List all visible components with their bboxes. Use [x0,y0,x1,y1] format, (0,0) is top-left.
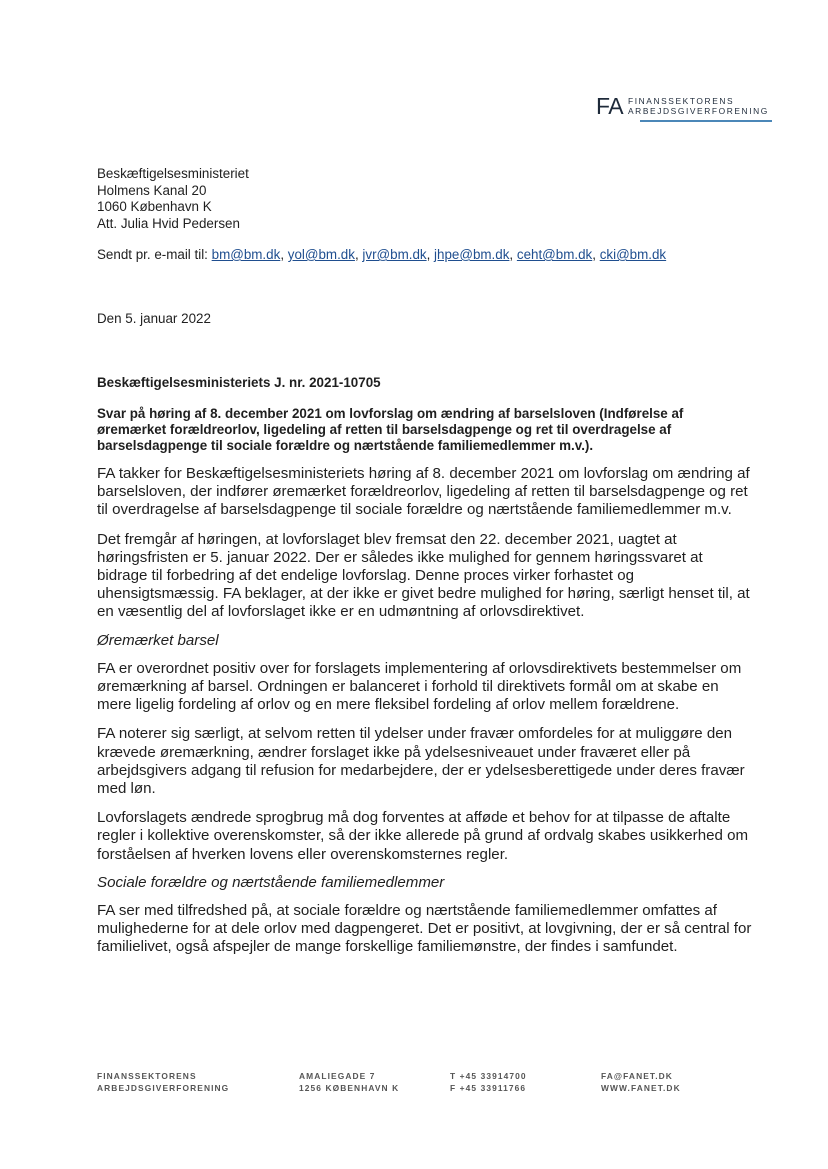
logo-line-1: FINANSSEKTORENS [628,96,735,106]
email-link[interactable]: jvr@bm.dk [362,247,427,262]
paragraph-1: FA takker for Beskæftigelsesministeriets høring af 8. december 2021 om lovforslag om ændring af barselsloven, der indfører øremærket forældreorlov, ligedeling af retten til barselsdagpenge og ret til overdragelse af barselsdagpenge til sociale forældre og nærtstående familiemedlemmer m.v. [97,465,750,519]
recipient-line-2: Holmens Kanal 20 [97,182,207,198]
email-link[interactable]: ceht@bm.dk [516,247,593,262]
email-link[interactable]: cki@bm.dk [599,247,667,262]
letter-body [97,465,753,957]
email-link[interactable]: jhpe@bm.dk [434,247,510,262]
footer-phone [450,1071,527,1094]
footer-street: AMALIEGADE 7 [299,1071,376,1081]
footer-telephone: T +45 33914700 [450,1071,527,1081]
paragraph-2: Det fremgår af høringen, at lovforslaget blev fremsat den 22. december 2021, uagtet at høringsfristen er 5. januar 2022. Der er således ikke mulighed for gennem høringssvaret at bidrage til forbedring af det endelige lovforslag. Denne proces virker forhastet og uhensigtsmæssig. FA beklager, at der ikke er givet bedre mulighed for høring, særligt henset til, at en væsentlig del af lovforslaget ikke er en udmøntning af orlovsdirektivet. [97,530,750,621]
heading-oremaerket-barsel: Øremærket barsel [97,631,219,649]
paragraph-4: FA noterer sig særligt, at selvom retten til ydelser under fravær omfordeles for at muliggøre den krævede øremærkning, ændrer forslaget ikke på ydelsesniveauet under fraværet eller på arbejdsgivers adgang til refusion for medarbejdere, der er ydelsesberettigede under deres fravær med løn. [97,725,745,798]
heading-sociale-foraeldre: Sociale forældre og nærtstående familiemedlemmer [97,873,445,891]
email-link[interactable]: yol@bm.dk [287,247,355,262]
logo-underline [640,120,772,122]
recipient-line-4: Att. Julia Hvid Pedersen [97,215,240,231]
sent-by-email-line: Sendt pr. e-mail til: bm@bm.dk, yol@bm.dk, jvr@bm.dk, jhpe@bm.dk, ceht@bm.dk, cki@bm.dk [97,247,667,262]
reference-number: Beskæftigelsesministeriets J. nr. 2021-10705 [97,375,381,390]
footer-organization [97,1071,229,1094]
email-link[interactable]: bm@bm.dk [211,247,281,262]
footer-email[interactable]: FA@FANET.DK [601,1071,673,1081]
footer-fax: F +45 33911766 [450,1082,527,1093]
logo-mark: FA [596,93,624,119]
recipient-address [97,166,249,232]
logo-text [628,96,769,116]
recipient-line-3: 1060 København K [97,199,212,215]
logo-line-2: ARBEJDSGIVERFORENING [628,106,769,116]
letter-subject: Svar på høring af 8. december 2021 om lovforslag om ændring af barselsloven (Indførelse af øremærket forældreorlov, ligedeling af retten til barselsdagpenge og ret til overdragelse af barselsdagpenge til sociale forældre og nærtstående familiemedlemmer m.v.). [97,406,684,453]
footer-website[interactable]: WWW.FANET.DK [601,1082,681,1093]
footer-contact [601,1071,681,1094]
paragraph-3: FA er overordnet positiv over for forslagets implementering af orlovsdirektivets bestemmelser om øremærkning af barsel. Ordningen er balanceret i forhold til direktivets formål om at skabe en mere ligelig fordeling af orlov og en mere fleksibel fordeling af orlov mellem forældrene. [97,659,742,714]
footer-city: 1256 KØBENHAVN K [299,1082,400,1093]
footer-org-line-1: FINANSSEKTORENS [97,1071,197,1081]
sent-label: Sendt pr. e-mail til: [97,247,208,262]
letter-date: Den 5. januar 2022 [97,311,211,326]
footer-org-line-2: ARBEJDSGIVERFORENING [97,1082,230,1093]
paragraph-5: Lovforslagets ændrede sprogbrug må dog forventes at afføde et behov for at tilpasse de aftalte regler i kollektive overenskomster, så der ikke allerede på grund af ordvalg skabes usikkerhed om forståelsen af hverken lovens eller overenskomsternes regler. [97,809,749,863]
paragraph-6: FA ser med tilfredshed på, at sociale forældre og nærtstående familiemedlemmer omfattes af mulighederne for at dele orlov med dagpengeret. Det er positivt, at lovgivning, der er så central for familielivet, også afspejler de mange forskellige familiemønstre, der findes i samfundet. [97,902,752,956]
footer-address [299,1071,399,1094]
recipient-line-1: Beskæftigelsesministeriet [97,166,249,181]
